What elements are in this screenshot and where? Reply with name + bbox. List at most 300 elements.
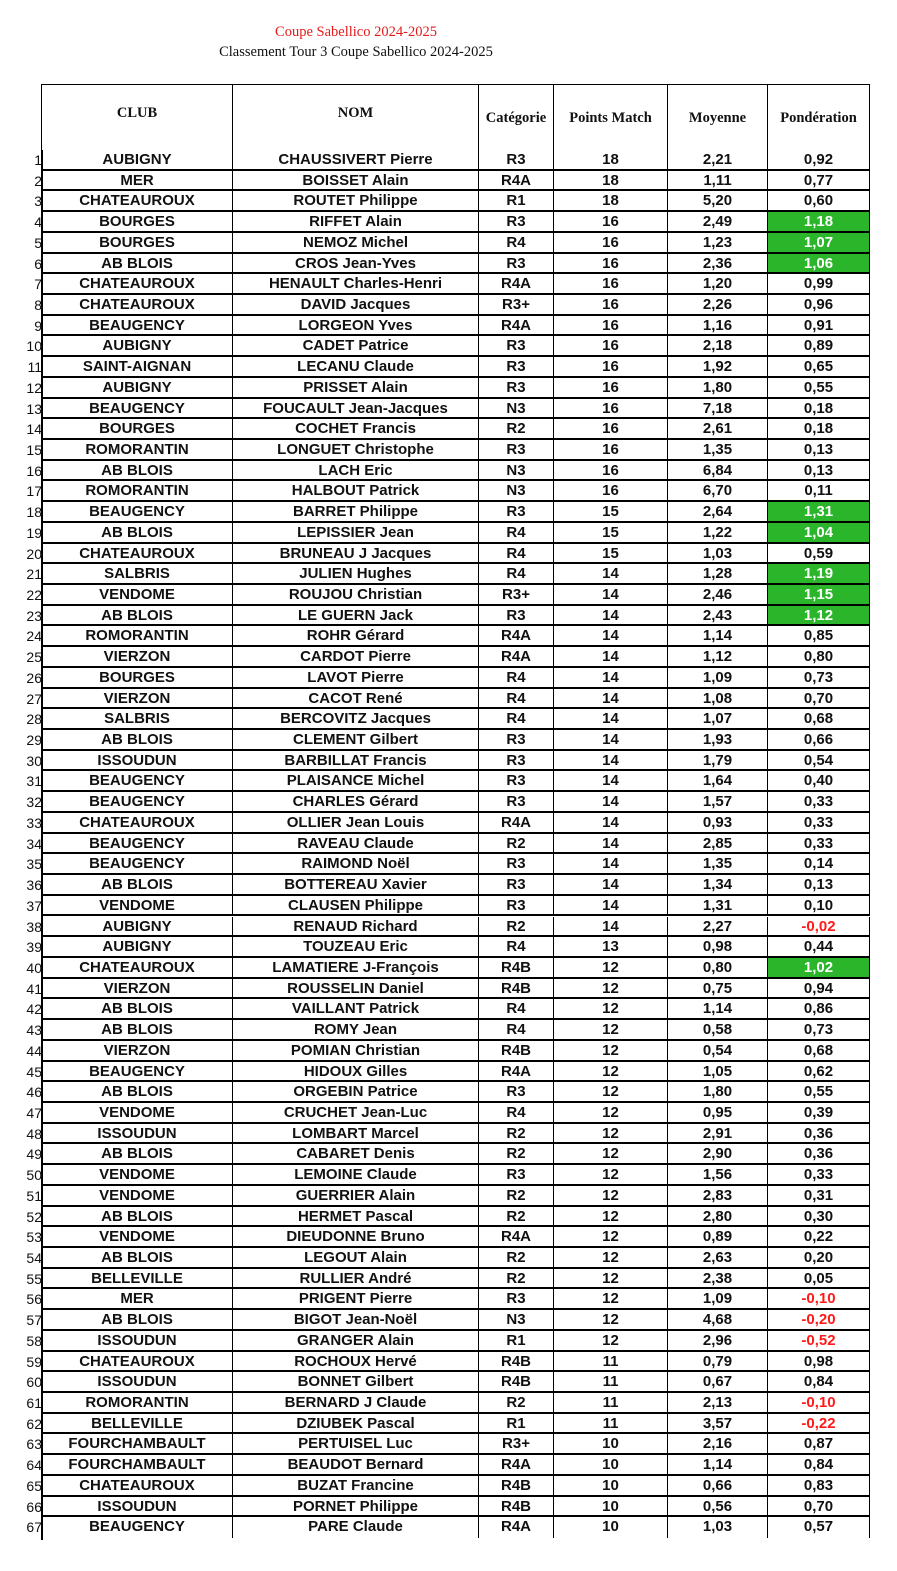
nom-cell: CLEMENT Gilbert — [233, 730, 479, 751]
table-row — [0, 979, 897, 1000]
club-cell: BEAUGENCY — [42, 771, 233, 792]
points-cell: 10 — [554, 1497, 668, 1518]
categorie-cell: R4A — [479, 813, 554, 834]
categorie-cell: R4A — [479, 316, 554, 337]
ponderation-cell: 0,18 — [768, 399, 870, 420]
points-cell: 16 — [554, 254, 668, 275]
moyenne-cell: 1,31 — [668, 896, 768, 917]
nom-cell: BONNET Gilbert — [233, 1372, 479, 1393]
ponderation-cell: 0,70 — [768, 1497, 870, 1518]
points-cell: 14 — [554, 668, 668, 689]
ponderation-cell: 0,70 — [768, 689, 870, 710]
categorie-cell: R3 — [479, 378, 554, 399]
club-cell: VENDOME — [42, 1165, 233, 1186]
club-cell: BELLEVILLE — [42, 1269, 233, 1290]
nom-cell: BEAUDOT Bernard — [233, 1455, 479, 1476]
table-row — [0, 1020, 897, 1041]
points-cell: 16 — [554, 274, 668, 295]
moyenne-cell: 1,80 — [668, 1082, 768, 1103]
categorie-cell: R4B — [479, 1497, 554, 1518]
ponderation-cell: 0,96 — [768, 295, 870, 316]
row-number: 37 — [26, 897, 42, 914]
ponderation-cell: 1,06 — [768, 254, 870, 275]
nom-cell: LEGOUT Alain — [233, 1248, 479, 1269]
moyenne-cell: 0,54 — [668, 1041, 768, 1062]
points-cell: 16 — [554, 295, 668, 316]
table-row — [0, 233, 897, 254]
row-number: 35 — [26, 856, 42, 873]
table-row — [0, 813, 897, 834]
points-cell: 12 — [554, 979, 668, 1000]
table-row — [0, 1124, 897, 1145]
row-number: 26 — [26, 669, 42, 686]
club-cell: BEAUGENCY — [42, 854, 233, 875]
nom-cell: CABARET Denis — [233, 1144, 479, 1165]
club-cell: BEAUGENCY — [42, 502, 233, 523]
row-number: 66 — [26, 1498, 42, 1515]
points-cell: 14 — [554, 917, 668, 938]
moyenne-cell: 0,75 — [668, 979, 768, 1000]
ponderation-cell: 0,92 — [768, 150, 870, 171]
table-row — [0, 1144, 897, 1165]
table-header — [41, 84, 870, 151]
table-row — [0, 1310, 897, 1331]
categorie-cell: R4A — [479, 1517, 554, 1538]
row-number: 22 — [26, 587, 42, 604]
club-cell: VIERZON — [42, 689, 233, 710]
ponderation-cell: 0,57 — [768, 1517, 870, 1538]
nom-cell: OLLIER Jean Louis — [233, 813, 479, 834]
nom-cell: FOUCAULT Jean-Jacques — [233, 399, 479, 420]
table-row — [0, 336, 897, 357]
club-cell: VIERZON — [42, 647, 233, 668]
row-number: 28 — [26, 711, 42, 728]
club-cell: CHATEAUROUX — [42, 813, 233, 834]
nom-cell: RAIMOND Noël — [233, 854, 479, 875]
ponderation-cell: 0,33 — [768, 792, 870, 813]
points-cell: 15 — [554, 544, 668, 565]
points-cell: 12 — [554, 958, 668, 979]
club-cell: FOURCHAMBAULT — [42, 1455, 233, 1476]
points-cell: 10 — [554, 1476, 668, 1497]
club-cell: AB BLOIS — [42, 1144, 233, 1165]
moyenne-cell: 0,56 — [668, 1497, 768, 1518]
categorie-cell: R4 — [479, 523, 554, 544]
moyenne-cell: 2,16 — [668, 1434, 768, 1455]
club-cell: BEAUGENCY — [42, 792, 233, 813]
categorie-cell: R4B — [479, 1352, 554, 1373]
points-cell: 14 — [554, 771, 668, 792]
club-cell: VENDOME — [42, 1103, 233, 1124]
categorie-cell: R3 — [479, 440, 554, 461]
table-row — [0, 668, 897, 689]
row-number: 21 — [26, 566, 42, 583]
nom-cell: LE GUERN Jack — [233, 606, 479, 627]
categorie-cell: R4 — [479, 544, 554, 565]
points-cell: 14 — [554, 564, 668, 585]
table-row — [0, 792, 897, 813]
row-number: 43 — [26, 1022, 42, 1039]
points-cell: 14 — [554, 730, 668, 751]
ponderation-cell: 0,66 — [768, 730, 870, 751]
club-cell: CHATEAUROUX — [42, 1352, 233, 1373]
ponderation-cell: 1,15 — [768, 585, 870, 606]
table-row — [0, 1352, 897, 1373]
points-cell: 10 — [554, 1434, 668, 1455]
ponderation-cell: 0,80 — [768, 647, 870, 668]
nom-cell: RULLIER André — [233, 1269, 479, 1290]
moyenne-cell: 2,61 — [668, 419, 768, 440]
table-row — [0, 1227, 897, 1248]
nom-cell: JULIEN Hughes — [233, 564, 479, 585]
row-number: 61 — [26, 1394, 42, 1411]
nom-cell: GRANGER Alain — [233, 1331, 479, 1352]
club-cell: BELLEVILLE — [42, 1414, 233, 1435]
nom-cell: BARBILLAT Francis — [233, 751, 479, 772]
nom-cell: CARDOT Pierre — [233, 647, 479, 668]
nom-cell: CHARLES Gérard — [233, 792, 479, 813]
categorie-cell: R4 — [479, 233, 554, 254]
nom-cell: BUZAT Francine — [233, 1476, 479, 1497]
table-row — [0, 440, 897, 461]
club-cell: AB BLOIS — [42, 523, 233, 544]
nom-cell: LAVOT Pierre — [233, 668, 479, 689]
row-number: 41 — [26, 980, 42, 997]
nom-cell: LONGUET Christophe — [233, 440, 479, 461]
moyenne-cell: 2,18 — [668, 336, 768, 357]
club-cell: AB BLOIS — [42, 999, 233, 1020]
nom-cell: LEPISSIER Jean — [233, 523, 479, 544]
ponderation-cell: 0,13 — [768, 440, 870, 461]
moyenne-cell: 0,80 — [668, 958, 768, 979]
points-cell: 14 — [554, 854, 668, 875]
ponderation-cell: -0,22 — [768, 1414, 870, 1435]
document-subtitle: Classement Tour 3 Coupe Sabellico 2024-2025 — [219, 44, 493, 60]
row-number: 44 — [26, 1042, 42, 1059]
club-cell: CHATEAUROUX — [42, 544, 233, 565]
row-number: 23 — [26, 607, 42, 624]
row-number: 20 — [26, 545, 42, 562]
table-row — [0, 1372, 897, 1393]
ponderation-cell: 0,44 — [768, 937, 870, 958]
nom-cell: ROMY Jean — [233, 1020, 479, 1041]
table-row — [0, 1165, 897, 1186]
club-cell: VENDOME — [42, 1186, 233, 1207]
table-row — [0, 1041, 897, 1062]
table-row — [0, 626, 897, 647]
points-cell: 10 — [554, 1455, 668, 1476]
table-row — [0, 730, 897, 751]
ponderation-cell: 0,87 — [768, 1434, 870, 1455]
moyenne-cell: 0,66 — [668, 1476, 768, 1497]
moyenne-cell: 1,05 — [668, 1062, 768, 1083]
club-cell: CHATEAUROUX — [42, 274, 233, 295]
points-cell: 12 — [554, 1310, 668, 1331]
categorie-cell: R3 — [479, 1289, 554, 1310]
row-number: 12 — [26, 379, 42, 396]
points-cell: 11 — [554, 1414, 668, 1435]
ponderation-cell: 0,59 — [768, 544, 870, 565]
points-cell: 14 — [554, 647, 668, 668]
moyenne-cell: 1,20 — [668, 274, 768, 295]
ponderation-cell: 0,94 — [768, 979, 870, 1000]
ponderation-cell: 0,33 — [768, 813, 870, 834]
categorie-cell: R3+ — [479, 295, 554, 316]
club-cell: ISSOUDUN — [42, 1372, 233, 1393]
moyenne-cell: 1,14 — [668, 626, 768, 647]
club-cell: SALBRIS — [42, 709, 233, 730]
points-cell: 18 — [554, 171, 668, 192]
categorie-cell: R4B — [479, 958, 554, 979]
points-cell: 14 — [554, 709, 668, 730]
categorie-cell: R4A — [479, 171, 554, 192]
club-cell: BEAUGENCY — [42, 1517, 233, 1538]
row-number: 38 — [26, 918, 42, 935]
moyenne-cell: 1,03 — [668, 544, 768, 565]
club-cell: ISSOUDUN — [42, 1497, 233, 1518]
moyenne-cell: 1,79 — [668, 751, 768, 772]
points-cell: 12 — [554, 999, 668, 1020]
moyenne-cell: 1,03 — [668, 1517, 768, 1538]
ponderation-cell: 0,13 — [768, 875, 870, 896]
table-row — [0, 689, 897, 710]
table-row — [0, 481, 897, 502]
table-row — [0, 875, 897, 896]
row-number: 4 — [34, 214, 42, 231]
row-number: 58 — [26, 1332, 42, 1349]
categorie-cell: R1 — [479, 191, 554, 212]
categorie-cell: R4A — [479, 647, 554, 668]
moyenne-cell: 1,35 — [668, 440, 768, 461]
ponderation-cell: 1,18 — [768, 212, 870, 233]
categorie-cell: R2 — [479, 1248, 554, 1269]
club-cell: AB BLOIS — [42, 730, 233, 751]
categorie-cell: R3 — [479, 854, 554, 875]
moyenne-cell: 1,93 — [668, 730, 768, 751]
row-number: 48 — [26, 1125, 42, 1142]
club-cell: AB BLOIS — [42, 875, 233, 896]
row-number: 34 — [26, 835, 42, 852]
ponderation-cell: 1,04 — [768, 523, 870, 544]
table-row — [0, 316, 897, 337]
row-number: 29 — [26, 732, 42, 749]
row-number: 11 — [27, 359, 42, 376]
row-number: 62 — [26, 1415, 42, 1432]
moyenne-cell: 1,23 — [668, 233, 768, 254]
ponderation-cell: 0,33 — [768, 1165, 870, 1186]
categorie-cell: R4B — [479, 979, 554, 1000]
categorie-cell: R3 — [479, 1082, 554, 1103]
row-number: 51 — [26, 1187, 42, 1204]
categorie-cell: R2 — [479, 419, 554, 440]
row-number: 40 — [26, 959, 42, 976]
points-cell: 14 — [554, 689, 668, 710]
table-row — [0, 834, 897, 855]
points-cell: 15 — [554, 523, 668, 544]
header-club: CLUB — [42, 85, 233, 151]
row-number: 10 — [26, 338, 42, 355]
nom-cell: LEMOINE Claude — [233, 1165, 479, 1186]
nom-cell: PRIGENT Pierre — [233, 1289, 479, 1310]
moyenne-cell: 2,46 — [668, 585, 768, 606]
row-number: 7 — [34, 276, 42, 293]
ponderation-cell: 1,02 — [768, 958, 870, 979]
club-cell: FOURCHAMBAULT — [42, 1434, 233, 1455]
club-cell: BOURGES — [42, 419, 233, 440]
table-row — [0, 709, 897, 730]
table-row — [0, 937, 897, 958]
row-number: 64 — [26, 1457, 42, 1474]
ponderation-cell: 0,65 — [768, 357, 870, 378]
moyenne-cell: 0,79 — [668, 1352, 768, 1373]
header-categorie: Catégorie — [479, 85, 554, 151]
table-row — [0, 212, 897, 233]
categorie-cell: R4A — [479, 1455, 554, 1476]
nom-cell: GUERRIER Alain — [233, 1186, 479, 1207]
categorie-cell: R4 — [479, 1020, 554, 1041]
moyenne-cell: 0,95 — [668, 1103, 768, 1124]
points-cell: 12 — [554, 1186, 668, 1207]
moyenne-cell: 1,34 — [668, 875, 768, 896]
nom-cell: ROUJOU Christian — [233, 585, 479, 606]
ponderation-cell: 0,11 — [768, 481, 870, 502]
categorie-cell: N3 — [479, 1310, 554, 1331]
nom-cell: NEMOZ Michel — [233, 233, 479, 254]
row-number: 56 — [26, 1291, 42, 1308]
table-row — [0, 419, 897, 440]
club-cell: SALBRIS — [42, 564, 233, 585]
row-number: 2 — [34, 172, 42, 189]
categorie-cell: R3 — [479, 751, 554, 772]
points-cell: 16 — [554, 461, 668, 482]
row-number: 60 — [26, 1374, 42, 1391]
club-cell: AB BLOIS — [42, 1248, 233, 1269]
ponderation-cell: -0,10 — [768, 1289, 870, 1310]
categorie-cell: R3 — [479, 502, 554, 523]
points-cell: 14 — [554, 813, 668, 834]
club-cell: VIERZON — [42, 979, 233, 1000]
categorie-cell: R4B — [479, 1476, 554, 1497]
ponderation-cell: 0,77 — [768, 171, 870, 192]
categorie-cell: R4 — [479, 937, 554, 958]
row-number: 52 — [26, 1208, 42, 1225]
categorie-cell: R4 — [479, 709, 554, 730]
ponderation-cell: 0,22 — [768, 1227, 870, 1248]
nom-cell: BERNARD J Claude — [233, 1393, 479, 1414]
moyenne-cell: 1,57 — [668, 792, 768, 813]
table-row — [0, 1289, 897, 1310]
nom-cell: COCHET Francis — [233, 419, 479, 440]
ponderation-cell: 0,54 — [768, 751, 870, 772]
nom-cell: BRUNEAU J Jacques — [233, 544, 479, 565]
club-cell: ISSOUDUN — [42, 1124, 233, 1145]
categorie-cell: R2 — [479, 1269, 554, 1290]
nom-cell: CROS Jean-Yves — [233, 254, 479, 275]
ponderation-cell: 0,18 — [768, 419, 870, 440]
categorie-cell: R4A — [479, 274, 554, 295]
nom-cell: ORGEBIN Patrice — [233, 1082, 479, 1103]
ponderation-cell: 0,60 — [768, 191, 870, 212]
row-number: 55 — [26, 1270, 42, 1287]
categorie-cell: R4 — [479, 999, 554, 1020]
club-cell: BEAUGENCY — [42, 1062, 233, 1083]
table-row — [0, 295, 897, 316]
categorie-cell: R3 — [479, 150, 554, 171]
club-cell: AB BLOIS — [42, 1207, 233, 1228]
points-cell: 12 — [554, 1082, 668, 1103]
row-number: 54 — [26, 1249, 42, 1266]
club-cell: ROMORANTIN — [42, 481, 233, 502]
table-row — [0, 1331, 897, 1352]
row-number: 53 — [26, 1229, 42, 1246]
moyenne-cell: 0,67 — [668, 1372, 768, 1393]
categorie-cell: R3 — [479, 357, 554, 378]
table-row — [0, 150, 897, 171]
moyenne-cell: 1,14 — [668, 1455, 768, 1476]
categorie-cell: R4A — [479, 1062, 554, 1083]
nom-cell: CACOT René — [233, 689, 479, 710]
ponderation-cell: 0,99 — [768, 274, 870, 295]
table-row — [0, 357, 897, 378]
table-row — [0, 171, 897, 192]
row-number: 49 — [26, 1146, 42, 1163]
table-row — [0, 191, 897, 212]
table-row — [0, 1248, 897, 1269]
moyenne-cell: 1,07 — [668, 709, 768, 730]
club-cell: MER — [42, 1289, 233, 1310]
nom-cell: ROUSSELIN Daniel — [233, 979, 479, 1000]
nom-cell: RIFFET Alain — [233, 212, 479, 233]
points-cell: 14 — [554, 751, 668, 772]
ponderation-cell: 0,33 — [768, 834, 870, 855]
moyenne-cell: 1,09 — [668, 1289, 768, 1310]
moyenne-cell: 1,64 — [668, 771, 768, 792]
nom-cell: PORNET Philippe — [233, 1497, 479, 1518]
categorie-cell: R3 — [479, 875, 554, 896]
ponderation-cell: 0,86 — [768, 999, 870, 1020]
row-number: 6 — [34, 255, 42, 272]
ponderation-cell: 0,20 — [768, 1248, 870, 1269]
table-row — [0, 585, 897, 606]
moyenne-cell: 2,36 — [668, 254, 768, 275]
moyenne-cell: 2,21 — [668, 150, 768, 171]
categorie-cell: R3 — [479, 896, 554, 917]
categorie-cell: N3 — [479, 481, 554, 502]
categorie-cell: N3 — [479, 461, 554, 482]
ponderation-cell: 0,84 — [768, 1455, 870, 1476]
row-number: 13 — [26, 400, 42, 417]
categorie-cell: R3 — [479, 730, 554, 751]
nom-cell: VAILLANT Patrick — [233, 999, 479, 1020]
ponderation-cell: 0,62 — [768, 1062, 870, 1083]
table-row — [0, 1414, 897, 1435]
ponderation-cell: 0,68 — [768, 1041, 870, 1062]
categorie-cell: R3 — [479, 1165, 554, 1186]
moyenne-cell: 1,92 — [668, 357, 768, 378]
categorie-cell: R2 — [479, 1124, 554, 1145]
moyenne-cell: 1,08 — [668, 689, 768, 710]
moyenne-cell: 2,83 — [668, 1186, 768, 1207]
points-cell: 16 — [554, 336, 668, 357]
points-cell: 16 — [554, 233, 668, 254]
moyenne-cell: 1,09 — [668, 668, 768, 689]
row-number: 18 — [26, 504, 42, 521]
categorie-cell: R2 — [479, 1144, 554, 1165]
table-row — [0, 896, 897, 917]
table-row — [0, 1393, 897, 1414]
categorie-cell: R2 — [479, 1393, 554, 1414]
ponderation-cell: 0,31 — [768, 1186, 870, 1207]
